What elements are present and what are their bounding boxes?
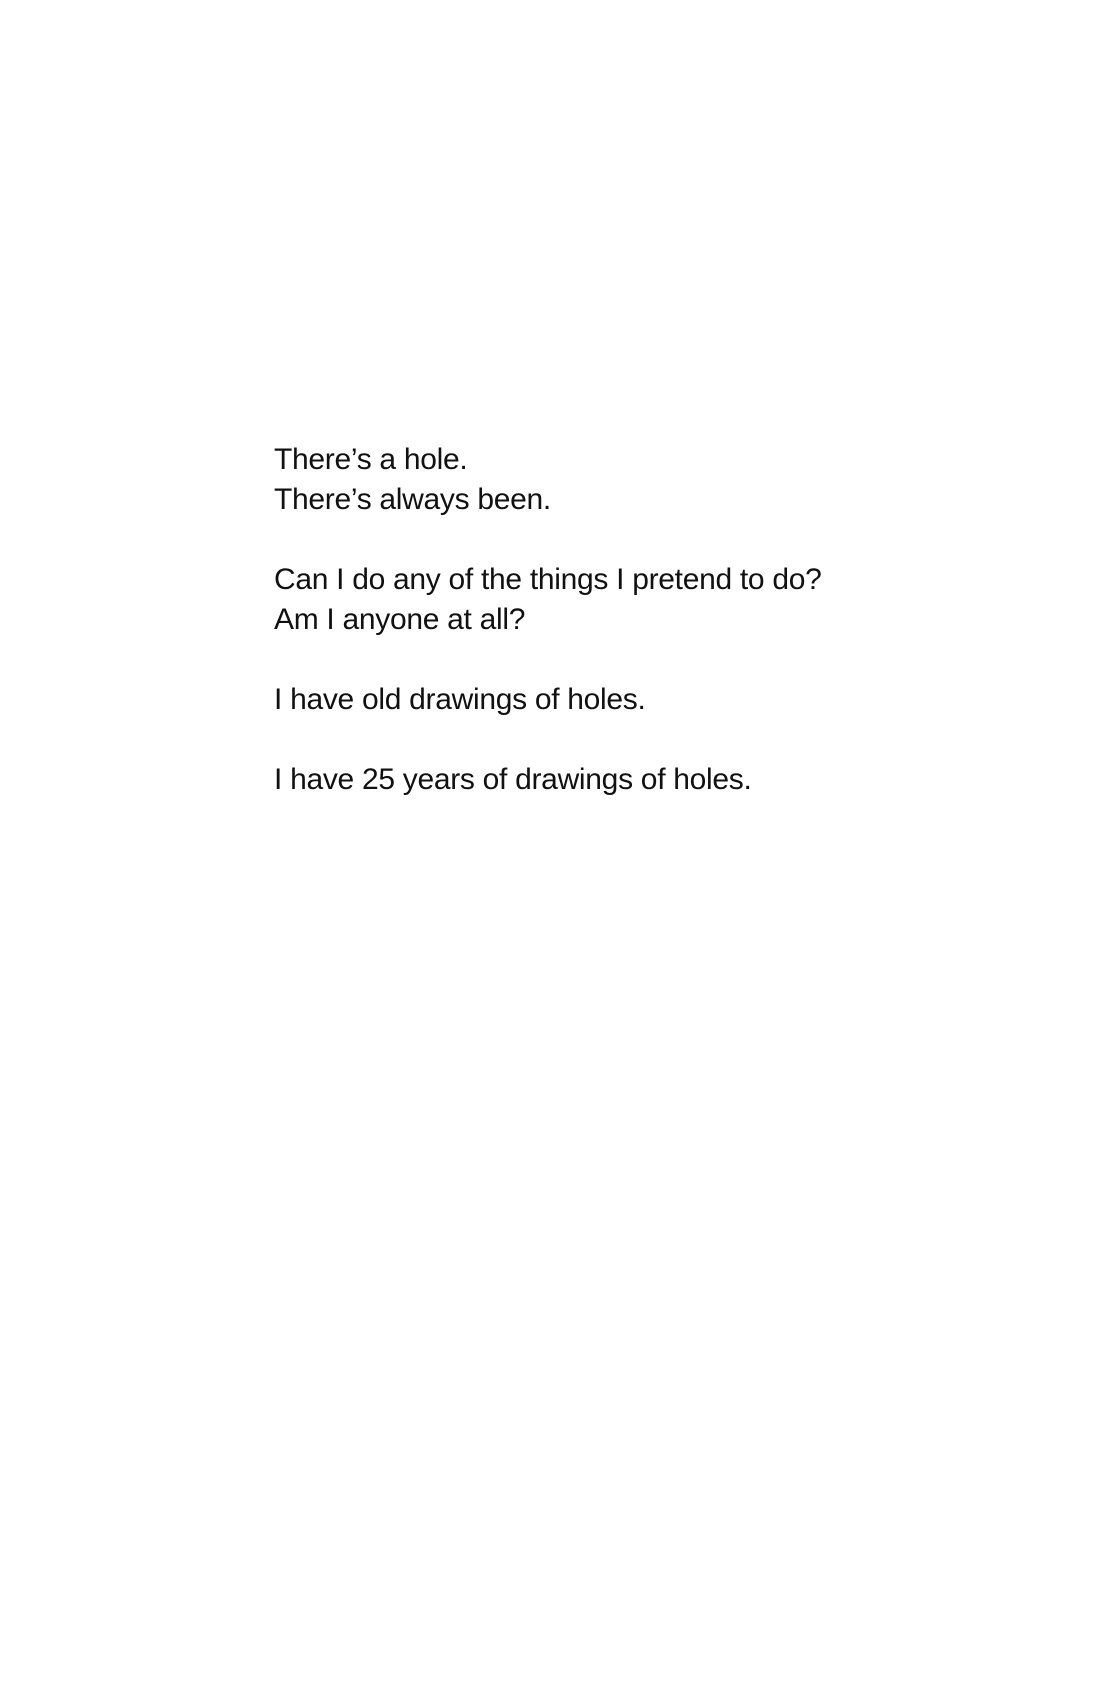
- poem-line: Can I do any of the things I pretend to do?: [274, 563, 822, 596]
- poem-line: There’s always been.: [274, 483, 551, 516]
- stanza-2: [274, 560, 994, 640]
- poem-line: I have old drawings of holes.: [274, 683, 646, 716]
- poem-line: There’s a hole.: [274, 443, 468, 476]
- stanza-3: [274, 680, 994, 720]
- stanza-4: [274, 760, 994, 800]
- stanza-1: [274, 440, 994, 520]
- poem-line: Am I anyone at all?: [274, 603, 526, 636]
- poem-text: [274, 440, 994, 840]
- poem-line: I have 25 years of drawings of holes.: [274, 763, 752, 796]
